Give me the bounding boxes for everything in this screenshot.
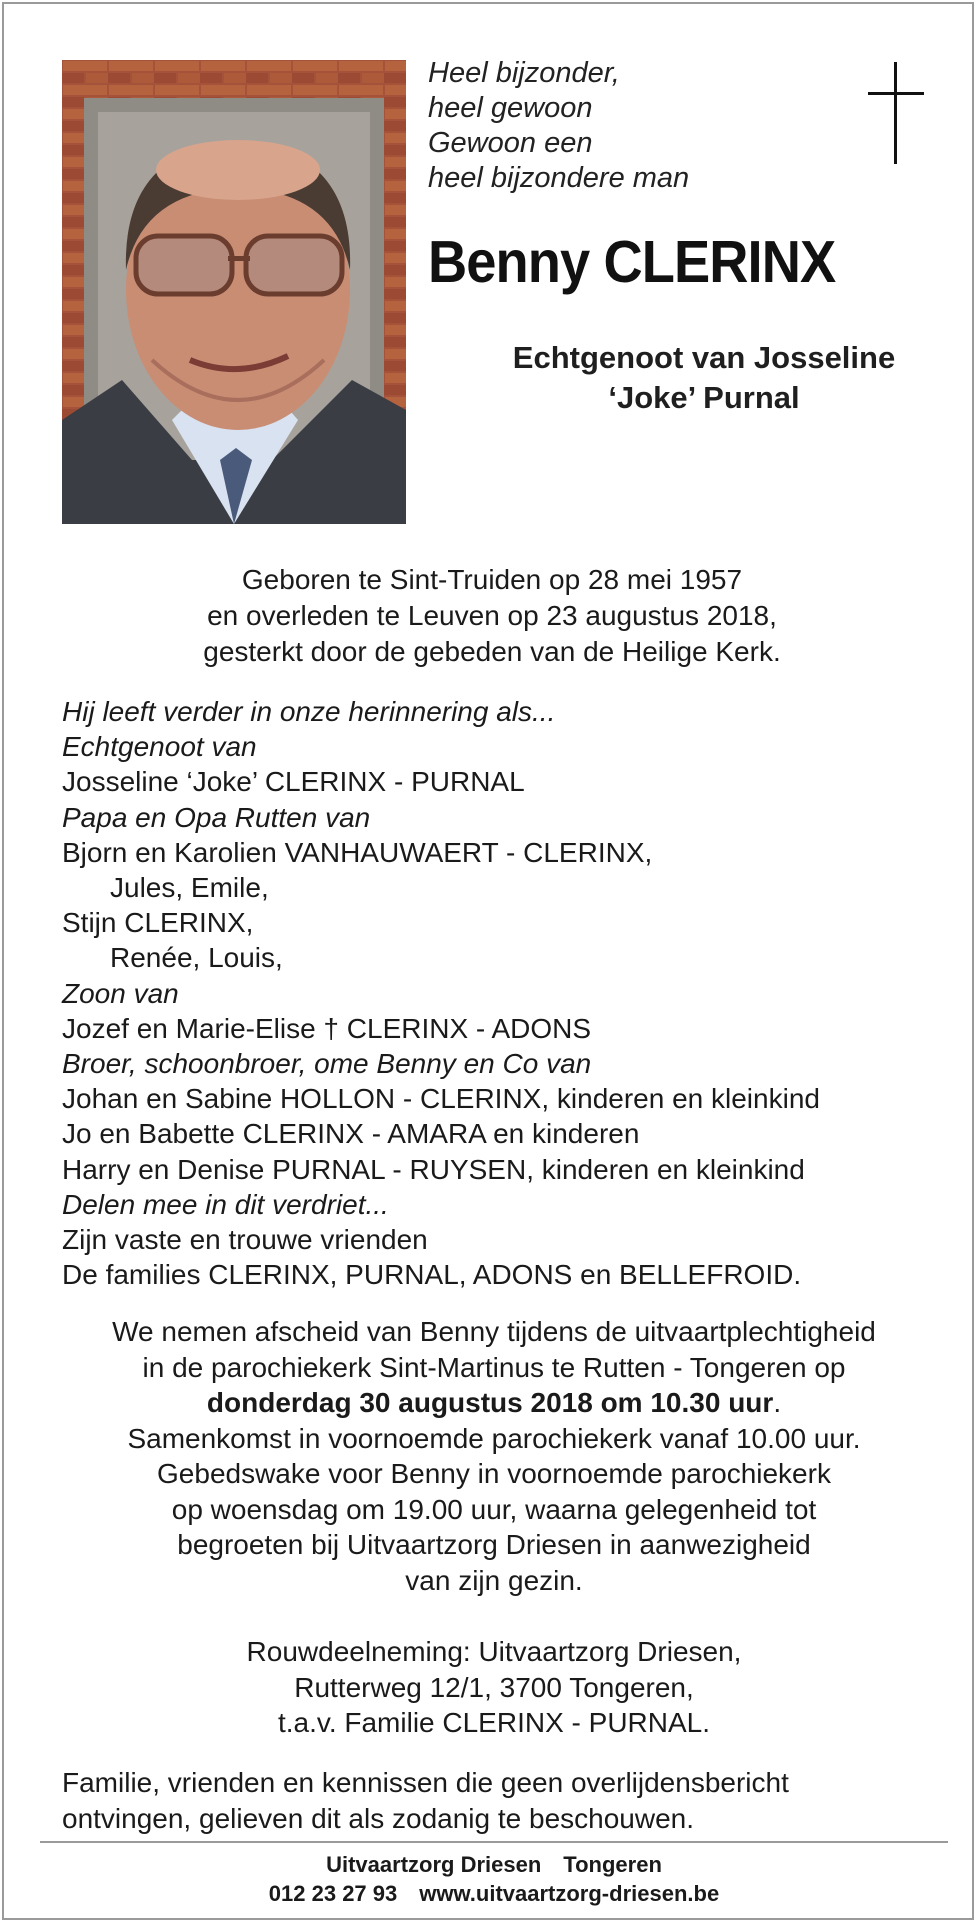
condolence-line: t.a.v. Familie CLERINX - PURNAL. [277,1707,711,1738]
service-line: van zijn gezin. [405,1564,583,1596]
family-member: Zijn vaste en trouwe vrienden [62,1224,428,1256]
family-member: Jules, Emile, [110,872,269,904]
church-line: gesterkt door de gebeden van de Heilige Kerk. [203,636,781,667]
death-line: en overleden te Leuven op 23 augustus 2018, [207,600,777,631]
family-member: Jo en Babette CLERINX - AMARA en kinderen [62,1118,640,1150]
service-line: Gebedswake voor Benny in voornoemde parochiekerk [157,1458,831,1489]
family-heading: Papa en Opa Rutten van [62,801,371,833]
family-member: Bjorn en Karolien VANHAUWAERT - CLERINX, [62,836,653,868]
closing-note [62,1765,962,1836]
family-member: De families CLERINX, PURNAL, ADONS en BELLEFROID. [62,1259,802,1291]
family-heading: Echtgenoot van [62,731,257,763]
service-date: donderdag 30 augustus 2018 om 10.30 uur [206,1387,774,1418]
service-line: We nemen afscheid van Benny tijdens de uitvaartplechtigheid [112,1316,876,1347]
family-heading: Zoon van [62,977,179,1009]
poem-line: heel gewoon [428,92,593,124]
deceased-name: Benny CLERINX [428,229,836,295]
family-heading: Broer, schoonbroer, ome Benny en Co van [62,1048,592,1080]
poem-line: heel bijzondere man [428,162,690,194]
portrait-photo [62,60,406,524]
footer-line-1 [44,1850,944,1879]
family-heading: Delen mee in dit verdriet... [62,1188,389,1220]
company-name: Uitvaartzorg Driesen [326,1852,542,1877]
closing-line: ontvingen, gelieven dit als zodanig te beschouwen. [62,1802,694,1834]
family-member: Johan en Sabine HOLLON - CLERINX, kinderen en kleinkind [62,1083,820,1115]
funeral-service-info [44,1314,944,1598]
poem [428,56,689,196]
condolence-line: Rouwdeelneming: Uitvaartzorg Driesen, [246,1636,742,1667]
family-heading: Hij leeft verder in onze herinnering als... [62,696,556,727]
company-website[interactable]: www.uitvaartzorg-driesen.be [419,1881,720,1906]
condolence-line: Rutterweg 12/1, 3700 Tongeren, [294,1671,694,1703]
condolence-address [44,1634,944,1741]
family-member: Stijn CLERINX, [62,907,254,939]
spouse-line: Echtgenoot van Josseline [512,340,896,375]
poem-line: Heel bijzonder, [428,57,620,89]
family-member: Harry en Denise PURNAL - RUYSEN, kinderen en kleinkind [62,1153,805,1185]
spouse-line: ‘Joke’ Purnal [608,380,800,415]
birth-line: Geboren te Sint-Truiden op 28 mei 1957 [241,564,743,595]
family-member: Renée, Louis, [110,942,283,974]
company-phone: 012 23 27 93 [268,1881,398,1906]
family-list [62,694,942,1292]
family-member: Jozef en Marie-Elise † CLERINX - ADONS [62,1012,592,1044]
obituary-card [2,2,974,1920]
service-line: begroeten bij Uitvaartzorg Driesen in aanwezigheid [177,1529,811,1560]
cross-icon [866,62,926,164]
service-date-line [44,1385,944,1421]
footer-line-2 [44,1879,944,1908]
closing-line: Familie, vrienden en kennissen die geen overlijdensbericht [62,1767,789,1798]
service-line: op woensdag om 19.00 uur, waarna gelegenheid tot [171,1493,817,1525]
poem-line: Gewoon een [428,127,593,159]
spouse-subtitle [444,338,964,418]
family-member: Josseline ‘Joke’ CLERINX - PURNAL [62,766,525,798]
company-city: Tongeren [563,1852,662,1877]
birth-death-info [62,562,922,670]
footer-divider [40,1841,948,1843]
service-line: Samenkomst in voornoemde parochiekerk vanaf 10.00 uur. [127,1422,861,1454]
funeral-home-footer [44,1850,944,1908]
service-date-suffix: . [773,1387,782,1418]
service-line: in de parochiekerk Sint-Martinus te Rutten - Tongeren op [142,1351,846,1383]
